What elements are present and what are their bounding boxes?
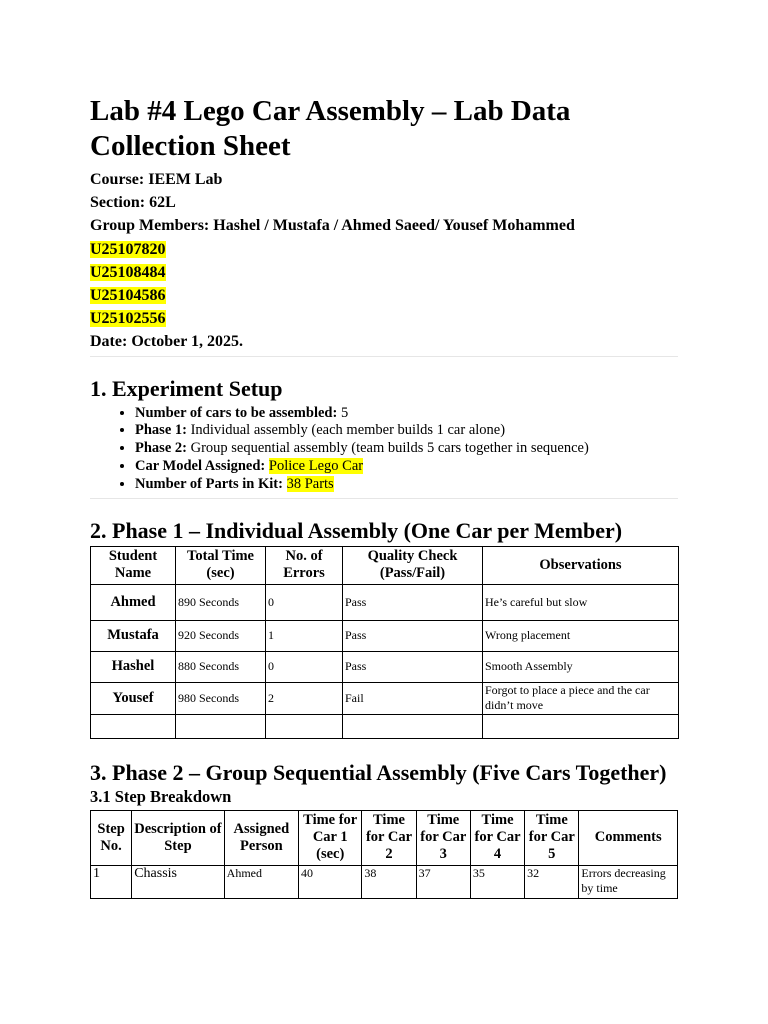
date-line: Date: October 1, 2025. (90, 333, 243, 351)
table-cell: Forgot to place a piece and the car didn’t move (483, 682, 679, 714)
table-cell: 1 (91, 865, 132, 898)
table-row (91, 682, 679, 714)
table-cell (91, 714, 176, 738)
table-cell: Hashel (91, 651, 176, 682)
table-cell: Wrong placement (483, 620, 679, 651)
setup-item-label: Number of Parts in Kit: (135, 475, 283, 492)
document-content (90, 94, 678, 899)
table-cell: 980 Seconds (176, 682, 266, 714)
table-cell: Fail (343, 682, 483, 714)
column-header: Time for Car 2 (362, 810, 416, 865)
table-cell: Pass (343, 651, 483, 682)
table-cell: 38 (362, 865, 416, 898)
section-divider (90, 356, 678, 357)
column-header: Observations (483, 546, 679, 584)
table-cell: Ahmed (224, 865, 298, 898)
setup-item-value: Individual assembly (each member builds 1 car alone) (186, 422, 506, 439)
table-row (91, 865, 678, 898)
student-id: U25107820 (90, 240, 166, 258)
table-cell: 35 (470, 865, 524, 898)
phase2-heading: 3. Phase 2 – Group Sequential Assembly (Five Cars Together) (90, 759, 667, 785)
table-cell (176, 714, 266, 738)
phase1-heading: 2. Phase 1 – Individual Assembly (One Car per Member) (90, 517, 623, 543)
table-cell: 890 Seconds (176, 584, 266, 620)
setup-item-value: Police Lego Car (268, 458, 364, 475)
table-cell: Yousef (91, 682, 176, 714)
table-cell: 0 (266, 651, 343, 682)
setup-item (135, 422, 678, 440)
setup-item-value: Group sequential assembly (team builds 5 cars together in sequence) (186, 440, 589, 457)
group-members-line: Group Members: Hashel / Mustafa / Ahmed Saeed/ Yousef Mohammed (90, 217, 575, 235)
table-cell: Mustafa (91, 620, 176, 651)
setup-item (135, 440, 678, 458)
table-cell: 2 (266, 682, 343, 714)
table-header-row (91, 810, 678, 865)
column-header: Comments (579, 810, 678, 865)
table-cell (483, 714, 679, 738)
table-cell: 880 Seconds (176, 651, 266, 682)
course-line: Course: IEEM Lab (90, 171, 223, 188)
setup-item (135, 458, 678, 476)
setup-list (90, 405, 678, 494)
section-line: Section: 62L (90, 194, 176, 212)
setup-item-label: Number of cars to be assembled: (135, 404, 338, 421)
table-cell (343, 714, 483, 738)
table-cell: He’s careful but slow (483, 584, 679, 620)
column-header: Time for Car 4 (470, 810, 524, 865)
setup-item (135, 405, 678, 423)
table-cell: Pass (343, 584, 483, 620)
setup-item-value: 5 (337, 404, 349, 421)
step-breakdown-heading: 3.1 Step Breakdown (90, 786, 232, 806)
column-header: Total Time (sec) (176, 546, 266, 584)
table-row (91, 584, 679, 620)
section-divider (90, 498, 678, 499)
column-header: Description of Step (132, 810, 224, 865)
table-cell: 1 (266, 620, 343, 651)
table-cell: Errors decreasing by time (579, 865, 678, 898)
setup-item-label: Phase 2: (135, 440, 187, 457)
student-id: U25108484 (90, 263, 166, 281)
column-header: Time for Car 5 (525, 810, 579, 865)
setup-item (135, 476, 678, 494)
column-header: No. of Errors (266, 546, 343, 584)
column-header: Assigned Person (224, 810, 298, 865)
setup-item-label: Car Model Assigned: (135, 458, 269, 475)
table-cell: Pass (343, 620, 483, 651)
setup-heading: 1. Experiment Setup (90, 375, 283, 401)
table-row (91, 651, 679, 682)
column-header: Time for Car 3 (416, 810, 470, 865)
phase2-table (90, 810, 678, 899)
column-header: Quality Check (Pass/Fail) (343, 546, 483, 584)
phase1-table (90, 546, 679, 739)
column-header: Step No. (91, 810, 132, 865)
column-header: Student Name (91, 546, 176, 584)
table-cell: 0 (266, 584, 343, 620)
table-row (91, 714, 679, 738)
page-title: Lab #4 Lego Car Assembly – Lab Data Collection Sheet (90, 95, 571, 162)
table-cell: 37 (416, 865, 470, 898)
table-cell: 920 Seconds (176, 620, 266, 651)
student-id: U25102556 (90, 310, 166, 328)
setup-item-value: 38 Parts (286, 475, 334, 492)
column-header: Time for Car 1 (sec) (299, 810, 362, 865)
setup-item-label: Phase 1: (135, 422, 187, 439)
table-cell: 40 (299, 865, 362, 898)
student-id: U25104586 (90, 287, 166, 305)
table-cell: Ahmed (91, 584, 176, 620)
table-cell: Chassis (132, 865, 224, 898)
table-cell: 32 (525, 865, 579, 898)
table-cell: Smooth Assembly (483, 651, 679, 682)
table-cell (266, 714, 343, 738)
table-header-row (91, 546, 679, 584)
table-row (91, 620, 679, 651)
